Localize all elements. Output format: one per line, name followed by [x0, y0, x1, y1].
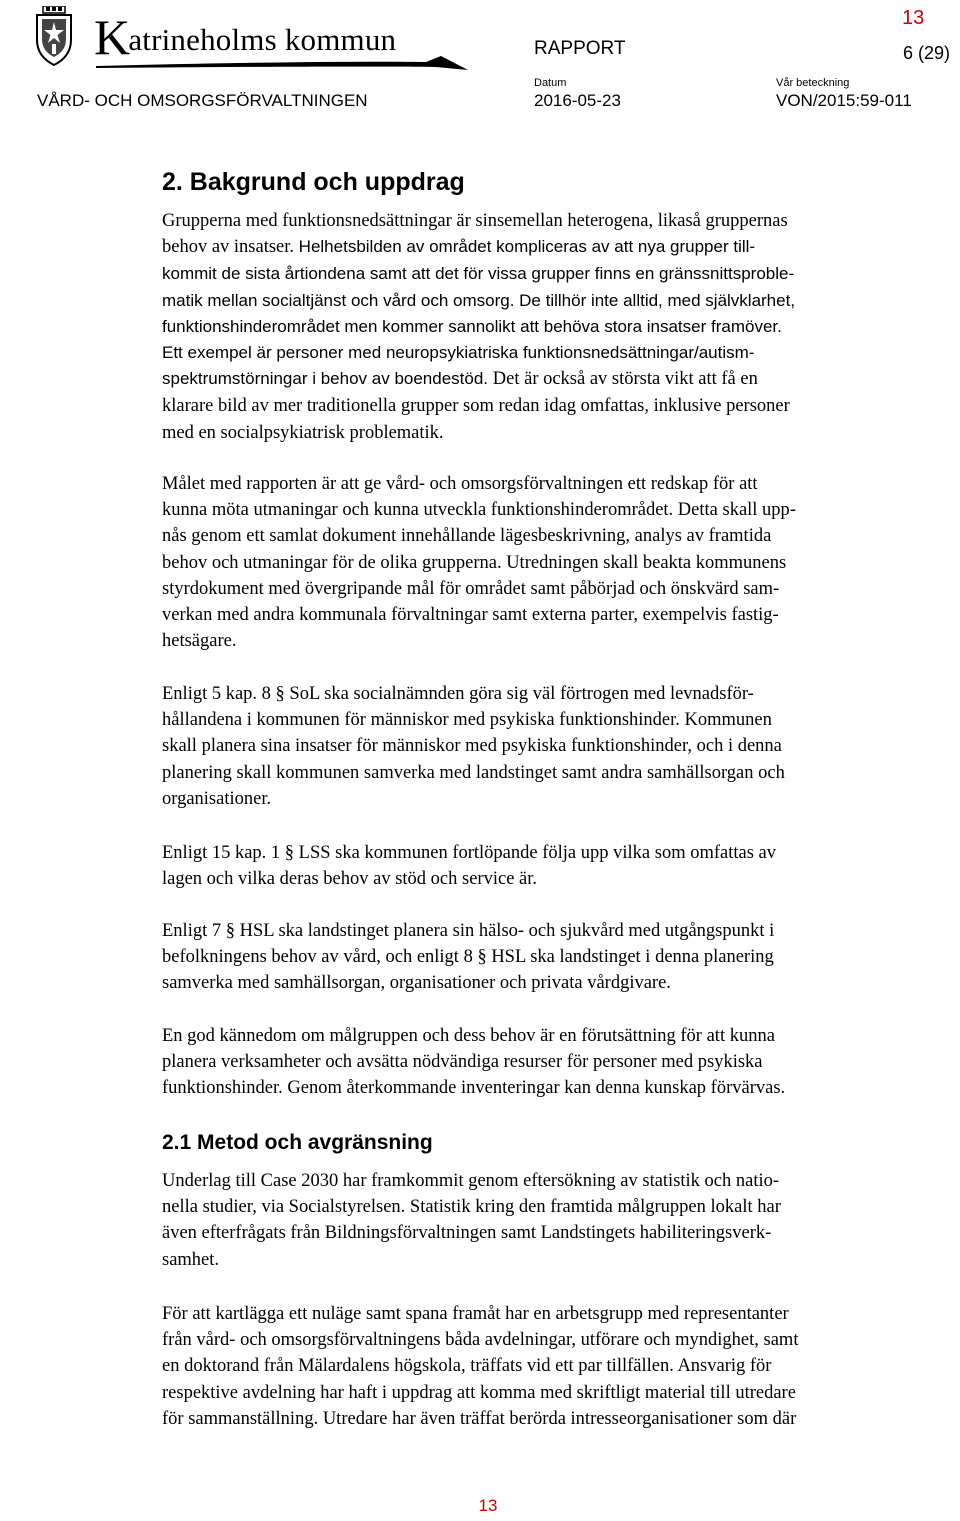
text-line: kommit de sista årtiondena samt att det för vissa grupper finns en gränssnittsproble-	[162, 264, 795, 284]
paragraph-knowledge	[162, 1023, 785, 1102]
text-line: matik mellan socialtjänst och vård och omsorg. De tillhör inte alltid, med självklarhet,	[162, 290, 796, 310]
municipal-crest-icon	[34, 6, 74, 66]
text-line: nella studier, via Socialstyrelsen. Statistik kring den framtida målgruppen lokalt har	[162, 1197, 781, 1218]
text-line: lagen och vilka deras behov av stöd och service är.	[162, 869, 538, 890]
date-value: 2016-05-23	[534, 91, 621, 110]
text-line: med en socialpsykiatrisk problematik.	[162, 422, 444, 443]
paragraph-lss	[162, 840, 776, 892]
text-line: planering skall kommunen samverka med landstinget samt andra samhällsorgan och	[162, 762, 785, 783]
text-line: för sammanställning. Utredare har även träffat berörda intresseorganisationer som där	[162, 1408, 797, 1429]
logo-underline-swoosh	[96, 56, 468, 70]
text-line: organisationer.	[162, 788, 272, 809]
text-line: hetsägare.	[162, 631, 237, 652]
text-line: styrdokument med övergripande mål för området samt påbörjad och önskvärd sam-	[162, 578, 780, 599]
text-line: En god kännedom om målgruppen och dess behov är en förutsättning för att kunna	[162, 1026, 775, 1046]
reference-value: VON/2015:59-011	[776, 91, 912, 110]
department-name: VÅRD- OCH OMSORGSFÖRVALTNINGEN	[37, 91, 368, 110]
text-line: Ett exempel är personer med neuropsykiatriska funktionsnedsättningar/autism-	[162, 343, 755, 363]
text-line: Grupperna med funktionsnedsättningar är sinsemellan heterogena, likaså gruppernas	[162, 211, 788, 231]
paragraph-working-group	[162, 1301, 798, 1432]
text-line: Underlag till Case 2030 har framkommit genom eftersökning av statistik och natio-	[162, 1171, 780, 1191]
paragraph-purpose	[162, 471, 796, 654]
text-line: Enligt 15 kap. 1 § LSS ska kommunen fortlöpande följa upp vilka som omfattas av	[162, 843, 777, 863]
text-line: spektrumstörningar i behov av boendestöd. Det är också av största vikt att få en	[162, 369, 758, 390]
subsection-heading: 2.1 Metod och avgränsning	[162, 1131, 433, 1154]
section-heading: 2. Bakgrund och uppdrag	[162, 168, 465, 196]
text-line: klarare bild av mer traditionella grupper som redan idag omfattas, inklusive personer	[162, 396, 790, 417]
text-line: hållandena i kommunen för människor med psykiska funktionshinder. Kommunen	[162, 710, 772, 731]
footer-page-number: 13	[478, 1496, 498, 1515]
organization-logo-text: Katrineholms kommun	[94, 9, 397, 65]
document-type: RAPPORT	[534, 38, 626, 59]
text-line: kunna möta utmaningar och kunna utveckla funktionshinderområdet. Detta skall upp-	[162, 500, 796, 521]
reference-label: Vår beteckning	[776, 77, 850, 89]
text-line: behov och utmaningar för de olika grupperna. Utredningen skall beakta kommunens	[162, 552, 787, 573]
text-line: verkan med andra kommunala förvaltningar samt externa parter, exempelvis fastig-	[162, 605, 779, 626]
text-line: Enligt 5 kap. 8 § SoL ska socialnämnden göra sig väl förtrogen med levnadsför-	[162, 684, 754, 704]
paragraph-background	[162, 208, 795, 446]
text-line: funktionshinderområdet men kommer sannolikt att behöva stora insatser framöver.	[162, 316, 782, 336]
paragraph-sources	[162, 1168, 781, 1273]
text-line: en doktorand från Mälardalens högskola, träffats vid ett par tillfällen. Ansvarig för	[162, 1356, 772, 1377]
text-line: samverka med samhällsorgan, organisationer och privata vårdgivare.	[162, 973, 671, 994]
text-line: Målet med rapporten är att ge vård- och omsorgsförvaltningen ett redskap för att	[162, 474, 758, 494]
text-line: samhet.	[162, 1249, 220, 1270]
text-line: nås genom ett samlat dokument innehållande lägesbeskrivning, analys av framtida	[162, 526, 772, 547]
text-line: Enligt 7 § HSL ska landstinget planera sin hälso- och sjukvård med utgångspunkt i	[162, 921, 775, 941]
text-line: befolkningens behov av vård, och enligt 8 § HSL ska landstinget i denna planering	[162, 947, 774, 968]
text-line: skall planera sina insatser för människor med psykiska funktionshinder, och i denna	[162, 736, 782, 757]
text-line: från vård- och omsorgsförvaltningens båda avdelningar, utförare och myndighet, samt	[162, 1330, 799, 1351]
page-of-total: 6 (29)	[903, 43, 951, 63]
paragraph-hsl	[162, 918, 774, 997]
paragraph-sol	[162, 681, 785, 812]
date-label: Datum	[534, 77, 567, 89]
text-line: även efterfrågats från Bildningsförvaltningen samt Landstingets habiliteringsverk-	[162, 1223, 772, 1244]
text-line: respektive avdelning har haft i uppdrag att komma med skriftligt material till utredare	[162, 1382, 796, 1403]
text-line: planera verksamheter och avsätta nödvändiga resurser för personer med psykiska	[162, 1052, 763, 1073]
text-line: funktionshinder. Genom återkommande inventeringar kan denna kunskap förvärvas.	[162, 1078, 786, 1099]
text-line: För att kartlägga ett nuläge samt spana framåt har en arbetsgrupp med representanter	[162, 1304, 789, 1324]
page-number-red: 13	[902, 7, 925, 29]
text-line: behov av insatser. Helhetsbilden av området kompliceras av att nya grupper till-	[162, 237, 756, 258]
